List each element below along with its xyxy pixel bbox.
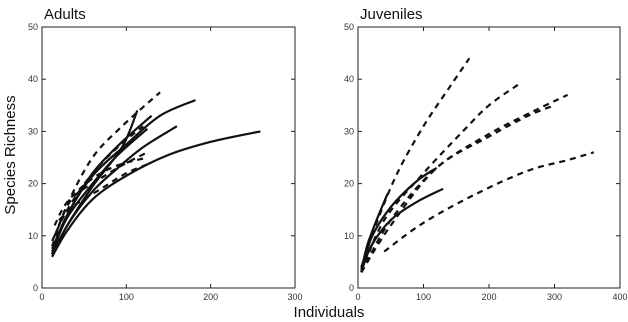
x-tick-label: 100 — [118, 292, 134, 302]
x-tick-label: 100 — [415, 292, 432, 302]
series-3-solid-line — [52, 126, 177, 257]
y-tick-label: 0 — [348, 283, 354, 293]
y-tick-label: 10 — [27, 230, 38, 241]
y-tick-label: 40 — [343, 74, 354, 85]
y-tick-label: 20 — [27, 178, 38, 189]
x-tick-label: 300 — [287, 292, 303, 302]
y-tick-label: 30 — [27, 126, 38, 137]
y-tick-label: 20 — [343, 178, 354, 189]
x-tick-label: 200 — [481, 292, 497, 302]
plot-frame — [42, 27, 295, 288]
x-axis-label: Individuals — [293, 304, 365, 321]
y-tick-label: 50 — [343, 22, 354, 32]
panel-1 — [28, 6, 303, 302]
x-tick-label: 0 — [355, 292, 361, 302]
y-tick-label: 30 — [343, 126, 354, 137]
series-2-solid-line — [361, 168, 436, 272]
y-tick-label: 40 — [27, 74, 38, 85]
x-tick-label: 0 — [39, 292, 45, 302]
x-tick-label: 200 — [203, 292, 219, 302]
panels — [28, 6, 628, 302]
panel-title: Juveniles — [360, 6, 423, 23]
y-tick-label: 0 — [32, 283, 38, 293]
x-tick-label: 300 — [546, 292, 563, 302]
y-tick-label: 50 — [27, 22, 38, 32]
plot-frame — [358, 27, 620, 288]
panel-2 — [344, 6, 628, 302]
panel-title: Adults — [44, 6, 86, 23]
y-axis-label: Species Richness — [2, 95, 19, 215]
y-tick-label: 10 — [343, 230, 354, 241]
series-7-dashed-line — [361, 105, 554, 272]
x-tick-label: 400 — [612, 292, 628, 302]
series-5-dashed-line — [361, 84, 518, 272]
